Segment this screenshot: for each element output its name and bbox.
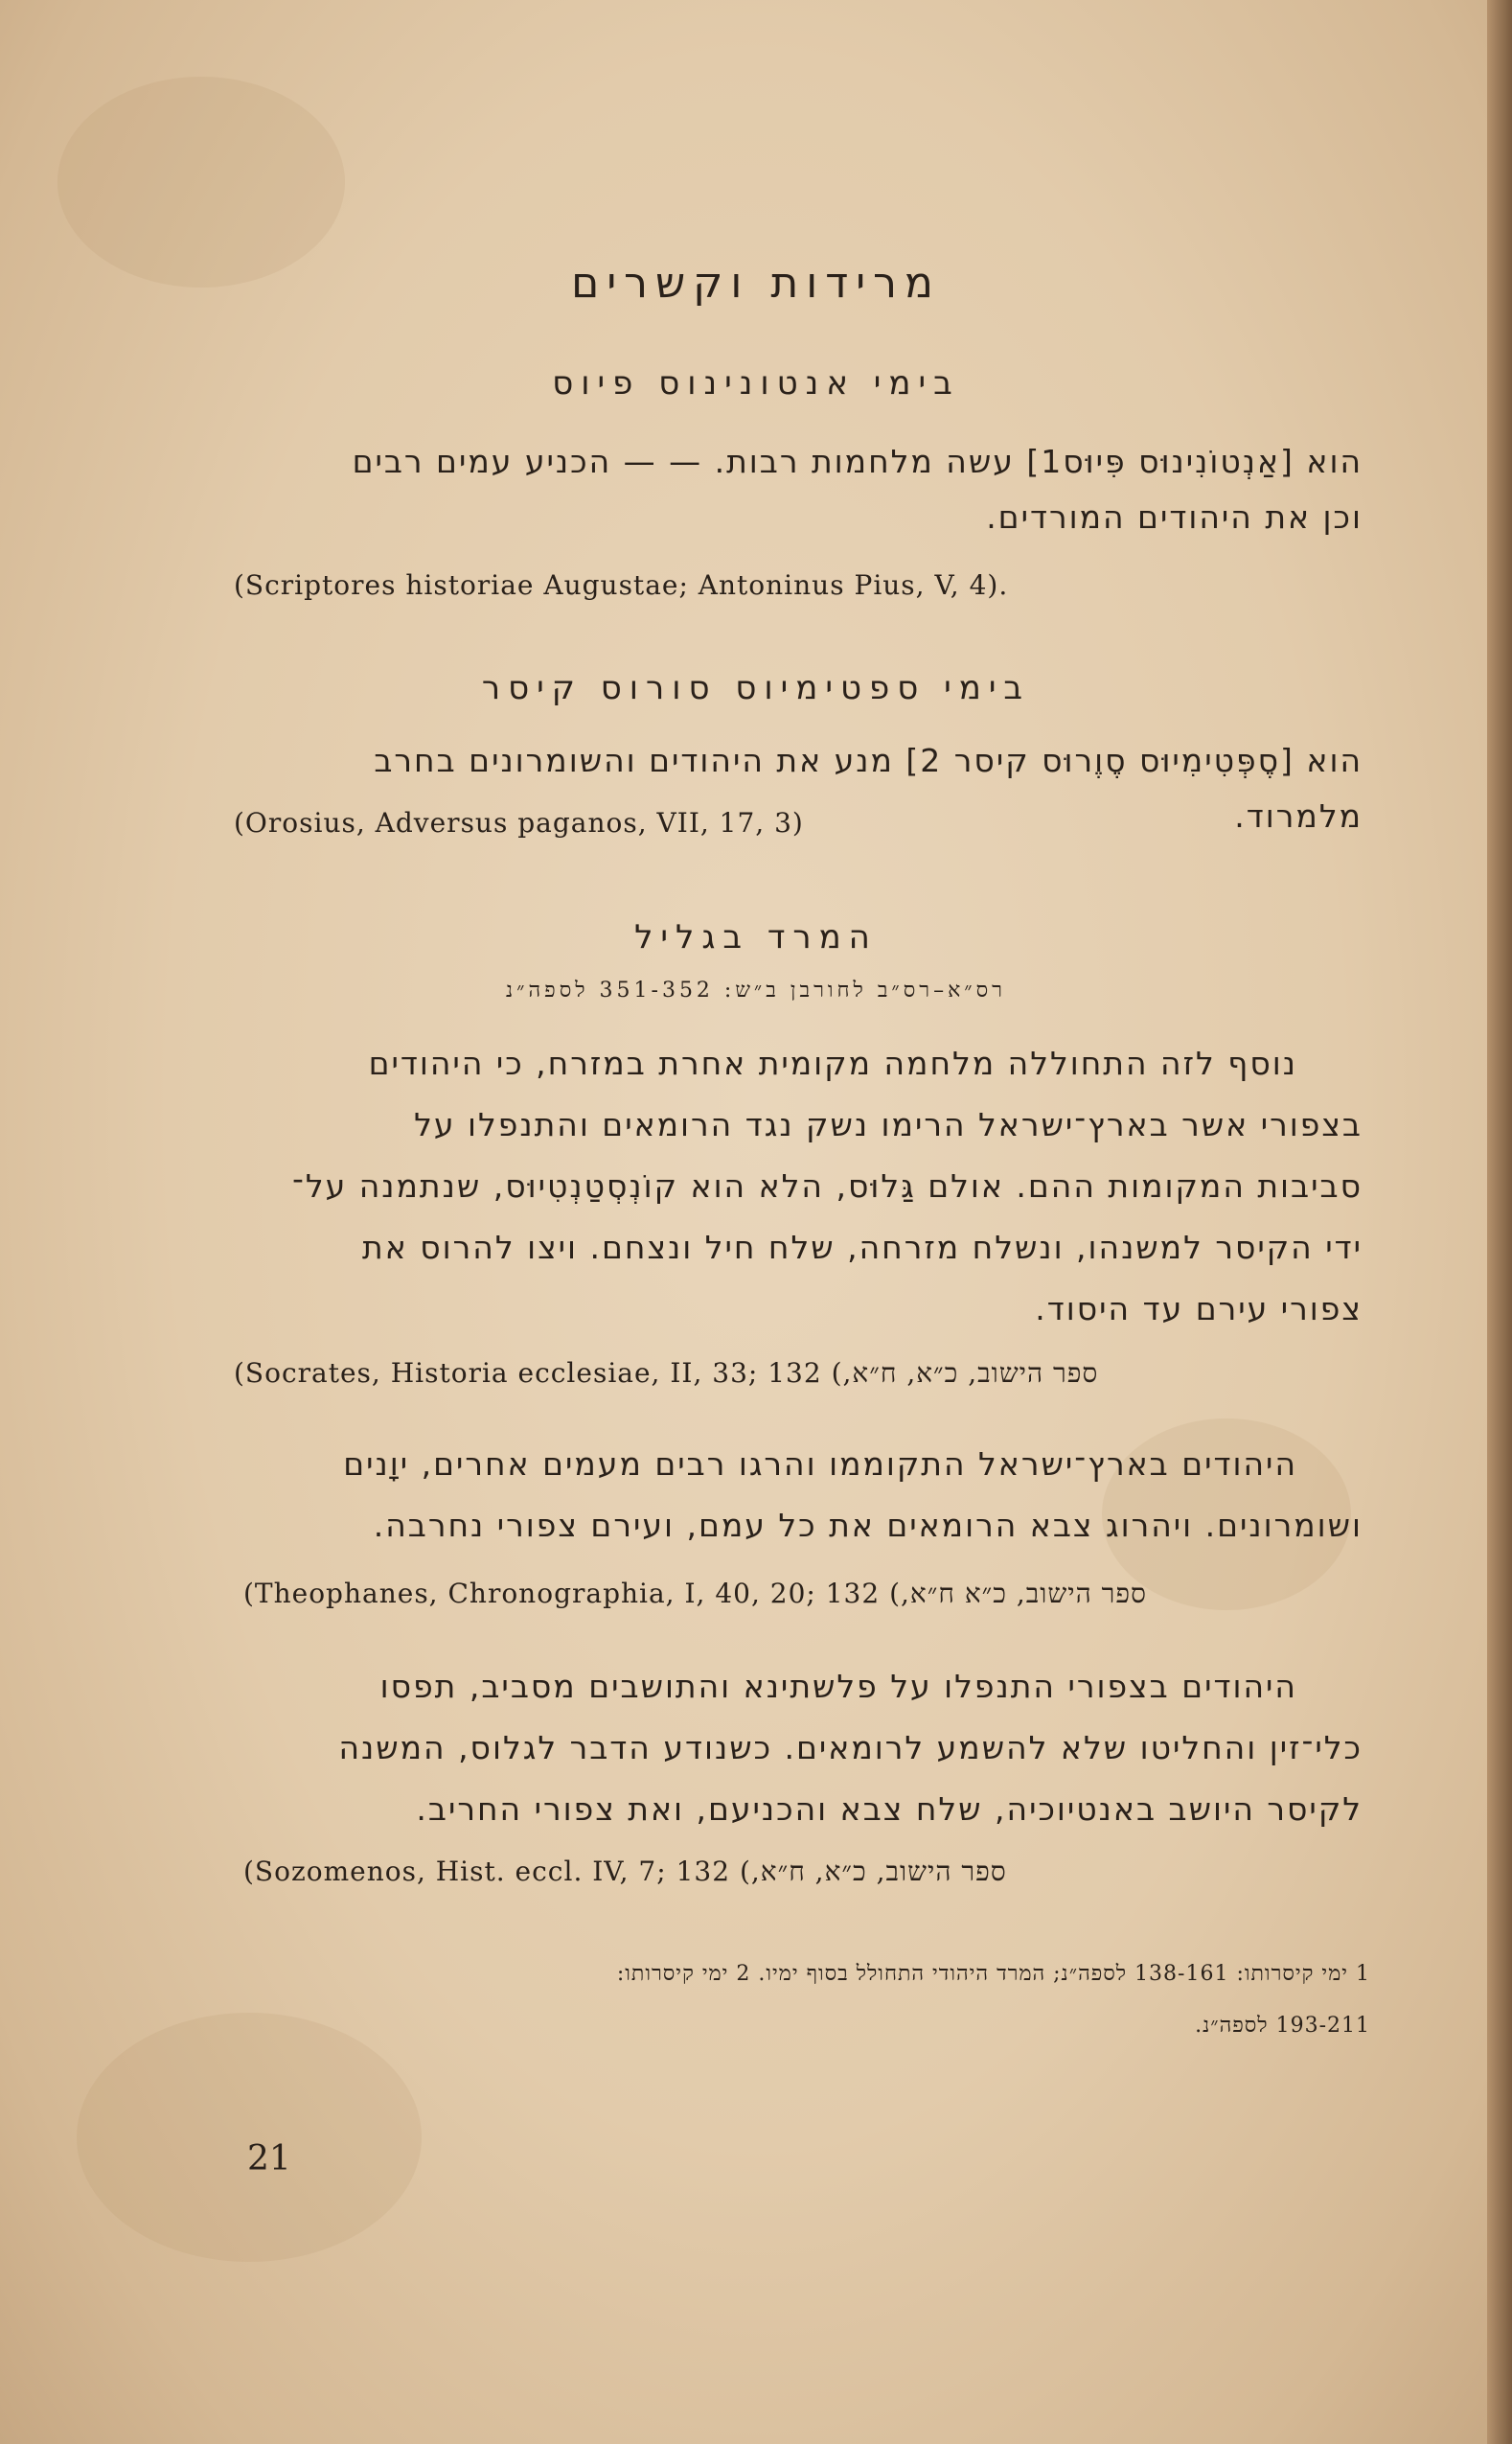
page-title: מרידות וקשרים	[571, 259, 941, 308]
body-line: היהודים בארץ־ישראל התקוממו והרגו רבים מעמים אחרים, יוָנים	[343, 1445, 1297, 1483]
source-citation: (Orosius, Adversus paganos, VII, 17, 3)	[234, 807, 804, 839]
body-line: הוא [סֶפְּטִימִיוּס סֶוֶרוּס קיסר 2] מנע את היהודים והשומרונים בחרב	[374, 742, 1363, 779]
source-hebrew: ספר הישוב, כ״א, ח״א,)	[831, 1357, 1099, 1389]
source-latin: (Socrates, Historia ecclesiae, II, 33; 132	[234, 1357, 822, 1389]
body-line: לקיסר היושב באנטיוכיה, שלח צבא והכניעם, ואת צפורי החריב.	[416, 1790, 1363, 1828]
source-citation	[243, 1578, 1147, 1610]
source-citation: (Scriptores historiae Augustae; Antoninus Pius, V, 4).	[234, 569, 1009, 601]
body-line: ידי הקיסר למשנהו, ונשלח מזרחה, שלח חיל ונצחם. ויצו להרוס את	[362, 1229, 1363, 1266]
paper-stain	[57, 77, 345, 288]
body-line: היהודים בצפורי התנפלו על פלשתינא והתושבים מסביב, תפסו	[379, 1668, 1297, 1705]
body-line: מלמרוד.	[1234, 797, 1363, 835]
paper-stain	[77, 2013, 422, 2262]
body-line: וכן את היהודים המורדים.	[986, 498, 1363, 536]
page-number: 21	[247, 2139, 291, 2179]
body-line: הוא [אַנְטוֹנִינוּס פִּיוּס1] עשה מלחמות רבות. — — הכניע עמים רבים	[352, 443, 1363, 480]
section-heading: בימי אנטונינוס פיוס	[552, 364, 960, 403]
section-subheading: רס״א–רס״ב לחורבן ב״ש: 351-352 לספה״נ	[506, 979, 1006, 1003]
body-line: סביבות המקומות ההם. אולם גַּלוּס, הלא הוא קוֹנְסְטַנְטִיוּס, שנתמנה על־	[291, 1167, 1363, 1205]
body-line: צפורי עירם עד היסוד.	[1035, 1290, 1363, 1327]
body-line: ושומרונים. ויהרוג צבא הרומאים את כל עמם, ועירם צפורי נחרבה.	[373, 1507, 1363, 1544]
body-line: נוסף לזה התחוללה מלחמה מקומית אחרת במזרח, כי היהודים	[368, 1045, 1297, 1082]
source-citation	[243, 1856, 1007, 1888]
body-line: כלי־זין והחליטו שלא להשמע לרומאים. כשנודע הדבר לגלוס, המשנה	[338, 1729, 1363, 1766]
source-hebrew: ספר הישוב, כ״א ח״א,)	[889, 1578, 1147, 1609]
footnote-line: 193-211 לספה״נ.	[1195, 2014, 1370, 2038]
source-citation	[234, 1357, 1098, 1390]
footnote-line: 1 ימי קיסרותו: 138-161 לספה״נ; המרד היהודי התחולל בסוף ימיו. 2 ימי קיסרותו:	[616, 1962, 1370, 1986]
source-latin: (Theophanes, Chronographia, I, 40, 20; 132	[243, 1578, 881, 1609]
section-heading: בימי ספטימיוס סורוס קיסר	[481, 669, 1031, 707]
section-heading: המרד בגליל	[634, 918, 878, 957]
body-line: בצפורי אשר בארץ־ישראל הרימו נשק נגד הרומאים והתנפלו על	[414, 1106, 1363, 1143]
source-latin: (Sozomenos, Hist. eccl. IV, 7; 132	[243, 1856, 731, 1887]
source-hebrew: ספר הישוב, כ״א, ח״א,)	[739, 1856, 1007, 1887]
